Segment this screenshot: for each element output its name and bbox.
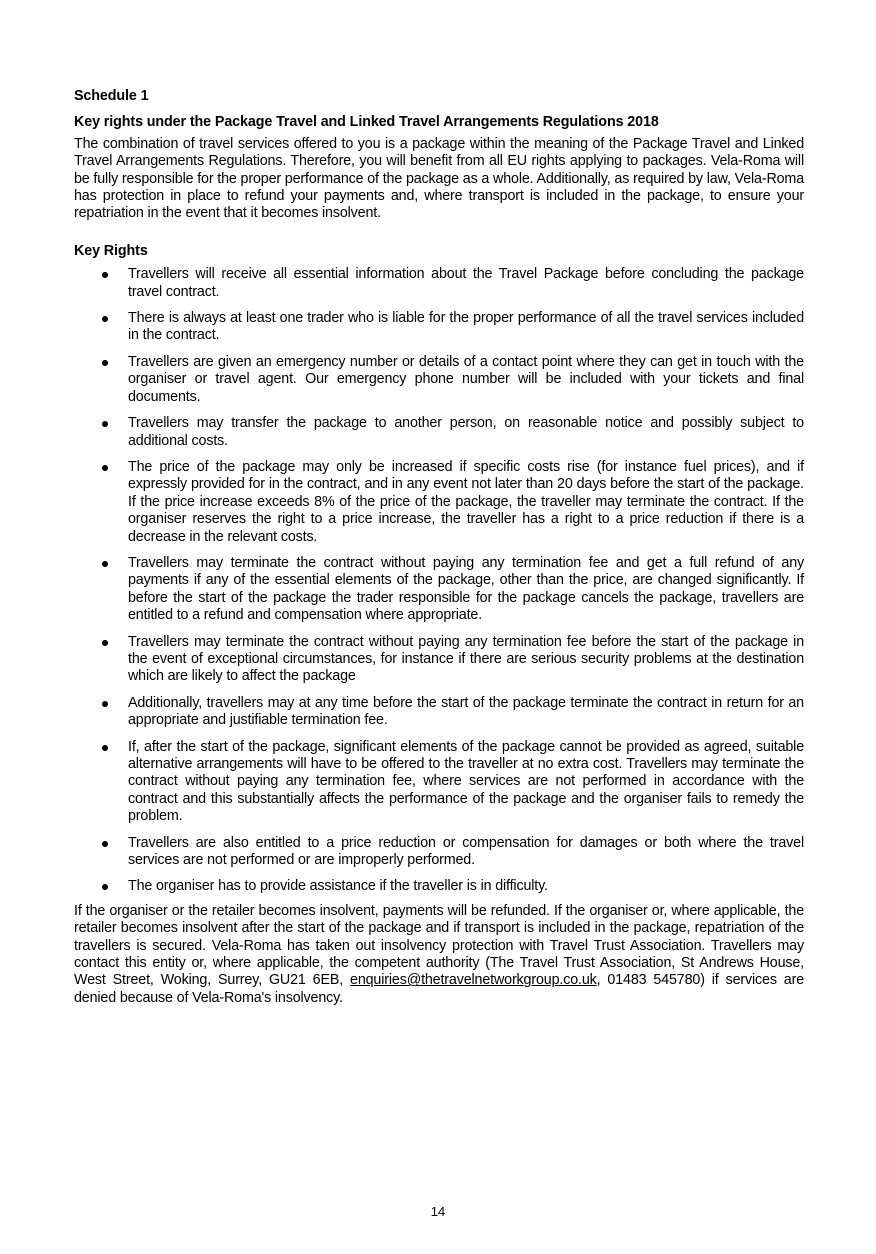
bullet-icon bbox=[102, 745, 108, 751]
list-item bbox=[74, 266, 804, 301]
list-item-text: The organiser has to provide assistance if the traveller is in difficulty. bbox=[128, 878, 548, 895]
insolvency-text-start: If the organiser or the retailer becomes insolvent, payments will be refunded. If the organiser or, where applicable, the retailer becomes insolvent after the start of the package and if transport is included in the package, repatriation of the travellers is secured. Vela-Roma has taken out insolvency protection with Travel Trust Association. Travellers may contact this entity or, where applicable, the competent authority (The Travel Trust Association, St Andrews House, West Street, Woking, Surrey, GU21 6EB, bbox=[74, 902, 804, 989]
list-item-text: Travellers may transfer the package to another person, on reasonable notice and possibly subject to additional costs. bbox=[128, 415, 804, 449]
list-item-text: Travellers are also entitled to a price reduction or compensation for damages or both where the travel services are not performed or are improperly performed. bbox=[128, 834, 804, 869]
list-item bbox=[74, 878, 804, 895]
bullet-icon bbox=[102, 841, 108, 847]
intro-paragraph: The combination of travel services offered to you is a package within the meaning of the Package Travel and Linked Travel Arrangements Regulations. Therefore, you will benefit from all EU rights applying to packages. Vela-Roma will be fully responsible for the proper performance of the package as a whole. Additionally, as required by law, Vela-Roma has protection in place to refund your payments and, where transport is included in the package, to ensure your repatriation in the event that it becomes insolvent. bbox=[74, 135, 804, 222]
list-item-text: There is always at least one trader who is liable for the proper performance of all the travel services included in the contract. bbox=[128, 310, 804, 344]
bullet-icon bbox=[102, 465, 108, 471]
bullet-icon bbox=[102, 640, 108, 646]
list-item bbox=[74, 695, 804, 730]
list-item-text: Travellers are given an emergency number or details of a contact point where they can get in touch with the organiser or travel agent. Our emergency phone number will be included with your tickets and final documents. bbox=[128, 353, 804, 405]
schedule-title: Schedule 1 bbox=[74, 88, 149, 104]
document-heading: Key rights under the Package Travel and Linked Travel Arrangements Regulations 2018 bbox=[74, 114, 659, 131]
document-page bbox=[74, 88, 804, 1007]
email-link[interactable]: enquiries@thetravelnetworkgroup.co.uk bbox=[350, 972, 597, 989]
list-item bbox=[74, 835, 804, 870]
list-item-text: The price of the package may only be increased if specific costs rise (for instance fuel prices), and if expressly provided for in the contract, and in any event not later than 20 days before the start of the package. If the price increase exceeds 8% of the price of the package, the traveller may terminate the contract. If the organiser reserves the right to a price increase, the traveller has a right to a price reduction if there is a decrease in the relevant costs. bbox=[128, 458, 804, 545]
list-item-text: Travellers may terminate the contract without paying any termination fee and get a full refund of any payments if any of the essential elements of the package, other than the price, are changed significantly. If before the start of the package the trader responsible for the package cancels the package, travellers are entitled to a refund and compensation where appropriate. bbox=[128, 554, 804, 624]
key-rights-list bbox=[74, 266, 804, 896]
insolvency-paragraph bbox=[74, 903, 804, 1007]
list-item bbox=[74, 739, 804, 826]
insolvency-text-end: , 01483 545780) if services are denied because of Vela-Roma's insolvency. bbox=[74, 972, 805, 1006]
bullet-icon bbox=[102, 421, 108, 427]
list-item bbox=[74, 310, 804, 345]
list-item bbox=[74, 459, 804, 546]
list-item bbox=[74, 634, 804, 686]
bullet-icon bbox=[102, 701, 108, 707]
list-item-text: If, after the start of the package, significant elements of the package cannot be provided as agreed, suitable alternative arrangements will have to be offered to the traveller at no extra cost. Travellers may terminate the contract without paying any termination fee, where services are not performed in accordance with the contract and this substantially affects the performance of the package and the organiser fails to remedy the problem. bbox=[128, 738, 804, 825]
key-rights-heading: Key Rights bbox=[74, 242, 148, 259]
bullet-icon bbox=[102, 884, 108, 890]
list-item bbox=[74, 354, 804, 406]
list-item-text: Travellers will receive all essential information about the Travel Package before concluding the package travel contract. bbox=[128, 266, 804, 300]
bullet-icon bbox=[102, 316, 108, 322]
bullet-icon bbox=[102, 272, 108, 278]
list-item-text: Additionally, travellers may at any time before the start of the package terminate the contract in return for an appropriate and justifiable termination fee. bbox=[128, 694, 804, 729]
list-item bbox=[74, 555, 804, 625]
list-item-text: Travellers may terminate the contract without paying any termination fee before the start of the package in the event of exceptional circumstances, for instance if there are serious security problems at the destination which are likely to affect the package bbox=[128, 633, 804, 685]
bullet-icon bbox=[102, 360, 108, 366]
page-number: 14 bbox=[430, 1204, 446, 1219]
list-item bbox=[74, 415, 804, 450]
bullet-icon bbox=[102, 561, 108, 567]
